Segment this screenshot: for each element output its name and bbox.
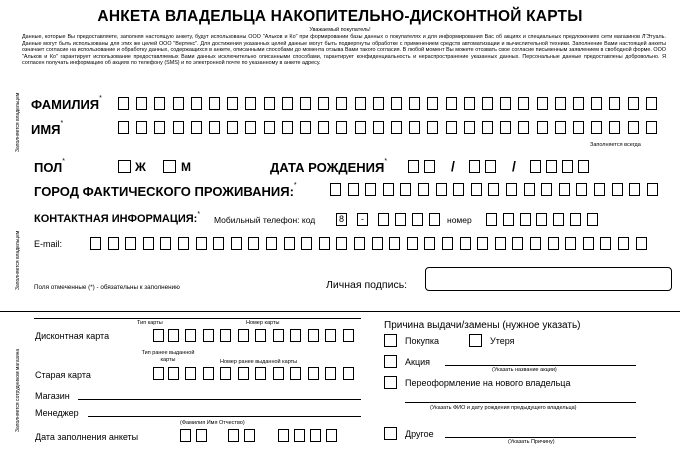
fill-year-box-4[interactable] — [326, 429, 337, 442]
name-char-box[interactable] — [500, 121, 511, 134]
fill-day-box-2[interactable] — [196, 429, 207, 442]
surname-char-box[interactable] — [500, 97, 511, 110]
name-char-box[interactable] — [264, 121, 275, 134]
section-divider — [0, 311, 680, 312]
city-char-box[interactable] — [629, 183, 640, 196]
name-char-box[interactable] — [300, 121, 311, 134]
card-number-char-box[interactable] — [255, 329, 266, 342]
email-char-box[interactable] — [372, 237, 383, 250]
surname-char-box[interactable] — [227, 97, 238, 110]
consent-text: Данные, которые Вы предоставляете, заполняя настоящую анкету, будут использованы ООО "Альков и Ко" при формировании базы данных о покупателях и для информирования Вас об акциях и специальных предложениях сети магазинов Л'Этуаль. Данные могут быть использованы для этих же целей ООО "Вертекс". Для достижения указанных целей данные могут быть подвергнуты обработке с применением средств автоматизации и вычислительной техники. Заполнение Вами настоящей анкеты означает согласие на использование и обработку данных, содержащихся в анкете, описанными способами до момента отзыва Вами такого согласия. В любой момент Вы можете отозвать свое согласие письменным заявлением в свободной форме. ООО "Альков и Ко" гарантирует использование предоставляемых Вами данных исключительно описанными способами, гарантирует конфиденциальность и нераспространение указанных данных. Персональные данные предоставлены добровольно. Я согласен получать информацию об акциях по телефону (SMS) и по электронной почте по указанному в анкете адресу. — [22, 34, 666, 67]
reason-reissue-label: Переоформление на нового владельца — [405, 378, 571, 388]
email-char-box[interactable] — [90, 237, 101, 250]
surname-char-box[interactable] — [209, 97, 220, 110]
email-char-box[interactable] — [495, 237, 506, 250]
city-char-box[interactable] — [524, 183, 535, 196]
other-hint: (Указать Причину) — [508, 439, 555, 445]
city-label: ГОРОД ФАКТИЧЕСКОГО ПРОЖИВАНИЯ:* — [34, 182, 297, 199]
card-number-char-box[interactable] — [185, 329, 196, 342]
email-char-box[interactable] — [477, 237, 488, 250]
surname-char-box[interactable] — [282, 97, 293, 110]
email-char-box[interactable] — [319, 237, 330, 250]
gender-male-label: М — [181, 160, 191, 174]
card-number-char-box[interactable] — [308, 329, 319, 342]
phone-code-box-2[interactable] — [395, 213, 406, 226]
birth-year-box-3[interactable] — [562, 160, 573, 173]
city-char-box[interactable] — [348, 183, 359, 196]
discount-card-label: Дисконтная карта — [35, 331, 110, 341]
surname-char-box[interactable] — [591, 97, 602, 110]
reason-other-checkbox[interactable] — [384, 427, 397, 440]
birth-year-box-1[interactable] — [530, 160, 541, 173]
fill-month-box-1[interactable] — [228, 429, 239, 442]
email-char-box[interactable] — [125, 237, 136, 250]
surname-char-box[interactable] — [482, 97, 493, 110]
reason-loss-label: Утеря — [490, 336, 515, 346]
surname-char-box[interactable] — [245, 97, 256, 110]
old-card-number-label: Номер ранее выданной карты — [220, 359, 298, 365]
email-char-box[interactable] — [354, 237, 365, 250]
phone-number-char-box[interactable] — [486, 213, 497, 226]
promo-hint: (Указать название акции) — [492, 367, 557, 373]
fill-year-box-3[interactable] — [310, 429, 321, 442]
surname-char-box[interactable] — [355, 97, 366, 110]
old-card-number-char-box[interactable] — [273, 367, 284, 380]
email-char-box[interactable] — [548, 237, 559, 250]
email-char-box[interactable] — [460, 237, 471, 250]
email-char-box[interactable] — [284, 237, 295, 250]
birth-month-box-1[interactable] — [469, 160, 480, 173]
name-char-box[interactable] — [591, 121, 602, 134]
old-card-type-box-1[interactable] — [153, 367, 164, 380]
old-card-type-box-2[interactable] — [168, 367, 179, 380]
reason-promo-label: Акция — [405, 357, 430, 367]
signature-field[interactable] — [425, 267, 672, 291]
email-char-box[interactable] — [424, 237, 435, 250]
city-char-box[interactable] — [541, 183, 552, 196]
surname-char-box[interactable] — [173, 97, 184, 110]
fill-year-box-2[interactable] — [294, 429, 305, 442]
reissue-line[interactable] — [405, 402, 636, 403]
surname-char-box[interactable] — [318, 97, 329, 110]
name-char-box[interactable] — [173, 121, 184, 134]
phone-number-char-box[interactable] — [536, 213, 547, 226]
manager-label: Менеджер — [35, 408, 79, 418]
birth-month-box-2[interactable] — [485, 160, 496, 173]
name-char-box[interactable] — [391, 121, 402, 134]
city-char-box[interactable] — [418, 183, 429, 196]
phone-number-char-box[interactable] — [503, 213, 514, 226]
city-char-box[interactable] — [400, 183, 411, 196]
name-char-box[interactable] — [118, 121, 129, 134]
email-char-box[interactable] — [301, 237, 312, 250]
email-char-box[interactable] — [143, 237, 154, 250]
reason-title: Причина выдачи/замены (нужное указать) — [384, 320, 581, 331]
email-char-box[interactable] — [213, 237, 224, 250]
surname-char-box[interactable] — [191, 97, 202, 110]
name-char-box[interactable] — [136, 121, 147, 134]
email-char-box[interactable] — [512, 237, 523, 250]
city-char-box[interactable] — [506, 183, 517, 196]
form-title: АНКЕТА ВЛАДЕЛЬЦА НАКОПИТЕЛЬНО-ДИСКОНТНОЙ КАРТЫ — [97, 8, 583, 25]
name-char-box[interactable] — [609, 121, 620, 134]
card-number-char-box[interactable] — [290, 329, 301, 342]
phone-number-char-box[interactable] — [587, 213, 598, 226]
name-char-box[interactable] — [573, 121, 584, 134]
city-char-box[interactable] — [436, 183, 447, 196]
surname-label: ФАМИЛИЯ* — [31, 95, 102, 112]
surname-char-box[interactable] — [646, 97, 657, 110]
surname-char-box[interactable] — [609, 97, 620, 110]
fill-day-box-1[interactable] — [180, 429, 191, 442]
old-card-number-char-box[interactable] — [290, 367, 301, 380]
surname-char-box[interactable] — [136, 97, 147, 110]
staff-top-rule — [34, 318, 361, 319]
birth-year-box-2[interactable] — [546, 160, 557, 173]
email-char-box[interactable] — [600, 237, 611, 250]
email-char-box[interactable] — [178, 237, 189, 250]
email-char-box[interactable] — [407, 237, 418, 250]
card-number-char-box[interactable] — [238, 329, 249, 342]
city-char-box[interactable] — [453, 183, 464, 196]
surname-char-box[interactable] — [409, 97, 420, 110]
reason-purchase-checkbox[interactable] — [384, 334, 397, 347]
city-char-box[interactable] — [612, 183, 623, 196]
email-char-box[interactable] — [160, 237, 171, 250]
city-char-box[interactable] — [330, 183, 341, 196]
fill-date-label: Дата заполнения анкеты — [35, 432, 139, 442]
phone-number-label: номер — [447, 215, 472, 225]
fill-year-box-1[interactable] — [278, 429, 289, 442]
contact-label: КОНТАКТНАЯ ИНФОРМАЦИЯ:* — [34, 211, 201, 225]
name-char-box[interactable] — [227, 121, 238, 134]
birth-day-box-2[interactable] — [424, 160, 435, 173]
surname-char-box[interactable] — [537, 97, 548, 110]
phone-code-prefix-box: 8 — [336, 213, 347, 226]
reason-loss-checkbox[interactable] — [469, 334, 482, 347]
city-char-box[interactable] — [594, 183, 605, 196]
email-char-box[interactable] — [389, 237, 400, 250]
surname-char-box[interactable] — [518, 97, 529, 110]
surname-char-box[interactable] — [555, 97, 566, 110]
old-card-number-char-box[interactable] — [255, 367, 266, 380]
surname-char-box[interactable] — [336, 97, 347, 110]
old-card-number-char-box[interactable] — [238, 367, 249, 380]
surname-char-box[interactable] — [628, 97, 639, 110]
reason-purchase-label: Покупка — [405, 336, 440, 346]
phone-dash-box: - — [357, 213, 368, 226]
old-card-number-char-box[interactable] — [343, 367, 354, 380]
birthdate-label: ДАТА РОЖДЕНИЯ* — [270, 158, 388, 175]
name-label: ИМЯ* — [31, 120, 64, 137]
manager-hint: (Фамилия Имя Отчество) — [180, 420, 245, 426]
name-char-box[interactable] — [555, 121, 566, 134]
surname-char-box[interactable] — [464, 97, 475, 110]
side-label-owner-top: Заполняется владельцем — [15, 92, 21, 152]
gender-female-label: Ж — [135, 160, 146, 174]
name-char-box[interactable] — [464, 121, 475, 134]
email-char-box[interactable] — [618, 237, 629, 250]
side-label-owner-bottom: Заполняется владельцем — [15, 230, 21, 290]
phone-number-char-box[interactable] — [553, 213, 564, 226]
old-card-number-char-box[interactable] — [325, 367, 336, 380]
city-char-box[interactable] — [471, 183, 482, 196]
signature-label: Личная подпись: — [326, 279, 408, 291]
card-number-char-box[interactable] — [220, 329, 231, 342]
always-note: Заполняется всегда — [590, 142, 641, 148]
reason-promo-checkbox[interactable] — [384, 355, 397, 368]
gender-label: ПОЛ* — [34, 158, 65, 175]
email-char-box[interactable] — [266, 237, 277, 250]
name-char-box[interactable] — [245, 121, 256, 134]
card-type-box-1[interactable] — [153, 329, 164, 342]
surname-char-box[interactable] — [264, 97, 275, 110]
name-char-box[interactable] — [646, 121, 657, 134]
email-char-box[interactable] — [248, 237, 259, 250]
email-char-box[interactable] — [336, 237, 347, 250]
name-char-box[interactable] — [373, 121, 384, 134]
name-char-box[interactable] — [409, 121, 420, 134]
surname-char-box[interactable] — [300, 97, 311, 110]
reissue-hint: (Указать ФИО и дату рождения предыдущего владельца) — [430, 405, 577, 411]
surname-char-box[interactable] — [427, 97, 438, 110]
gender-female-checkbox[interactable] — [118, 160, 131, 173]
phone-code-box-1[interactable] — [378, 213, 389, 226]
mobile-code-label: Мобильный телефон: код — [214, 215, 316, 225]
gender-male-checkbox[interactable] — [163, 160, 176, 173]
surname-char-box[interactable] — [391, 97, 402, 110]
promo-line[interactable] — [445, 365, 636, 366]
name-char-box[interactable] — [427, 121, 438, 134]
city-char-box[interactable] — [488, 183, 499, 196]
required-fields-note: Поля отмеченные (*) - обязательны к заполнению — [34, 284, 180, 291]
name-char-box[interactable] — [537, 121, 548, 134]
fill-month-box-2[interactable] — [244, 429, 255, 442]
old-card-type-label: Тип ранее выданной карты — [141, 350, 195, 363]
old-card-number-char-box[interactable] — [203, 367, 214, 380]
city-char-box[interactable] — [365, 183, 376, 196]
phone-code-box-3[interactable] — [412, 213, 423, 226]
name-char-box[interactable] — [446, 121, 457, 134]
surname-char-box[interactable] — [118, 97, 129, 110]
surname-char-box[interactable] — [154, 97, 165, 110]
email-char-box[interactable] — [231, 237, 242, 250]
birth-day-box-1[interactable] — [408, 160, 419, 173]
greeting: Уважаемый покупатель! — [309, 27, 371, 33]
email-char-box[interactable] — [636, 237, 647, 250]
card-number-char-box[interactable] — [325, 329, 336, 342]
city-char-box[interactable] — [383, 183, 394, 196]
store-label: Магазин — [35, 391, 70, 401]
surname-char-box[interactable] — [373, 97, 384, 110]
card-number-label: Номер карты — [246, 320, 280, 326]
name-char-box[interactable] — [154, 121, 165, 134]
name-char-box[interactable] — [318, 121, 329, 134]
email-char-box[interactable] — [565, 237, 576, 250]
side-label-staff: Заполняется сотрудником магазина — [15, 348, 21, 432]
card-number-char-box[interactable] — [273, 329, 284, 342]
card-type-box-2[interactable] — [168, 329, 179, 342]
name-char-box[interactable] — [209, 121, 220, 134]
manager-line[interactable] — [88, 416, 361, 417]
card-number-char-box[interactable] — [343, 329, 354, 342]
store-line[interactable] — [78, 399, 361, 400]
reason-reissue-checkbox[interactable] — [384, 376, 397, 389]
name-char-box[interactable] — [628, 121, 639, 134]
old-card-number-char-box[interactable] — [185, 367, 196, 380]
other-line[interactable] — [445, 437, 636, 438]
name-char-box[interactable] — [518, 121, 529, 134]
name-char-box[interactable] — [336, 121, 347, 134]
old-card-number-char-box[interactable] — [220, 367, 231, 380]
name-char-box[interactable] — [282, 121, 293, 134]
card-type-label: Тип карты — [137, 320, 163, 326]
city-char-box[interactable] — [576, 183, 587, 196]
email-char-box[interactable] — [442, 237, 453, 250]
surname-char-box[interactable] — [446, 97, 457, 110]
birth-year-box-4[interactable] — [578, 160, 589, 173]
date-separator: / — [512, 158, 516, 174]
email-char-box[interactable] — [530, 237, 541, 250]
phone-number-char-box[interactable] — [520, 213, 531, 226]
date-separator: / — [451, 158, 455, 174]
name-char-box[interactable] — [482, 121, 493, 134]
surname-char-box[interactable] — [573, 97, 584, 110]
name-char-box[interactable] — [191, 121, 202, 134]
card-number-char-box[interactable] — [203, 329, 214, 342]
reason-other-label: Другое — [405, 429, 434, 439]
old-card-label: Старая карта — [35, 370, 91, 380]
city-char-box[interactable] — [647, 183, 658, 196]
city-char-box[interactable] — [559, 183, 570, 196]
email-char-box[interactable] — [108, 237, 119, 250]
phone-number-char-box[interactable] — [570, 213, 581, 226]
email-char-box[interactable] — [583, 237, 594, 250]
email-char-box[interactable] — [196, 237, 207, 250]
email-label: E-mail: — [34, 239, 63, 249]
old-card-number-char-box[interactable] — [308, 367, 319, 380]
name-char-box[interactable] — [355, 121, 366, 134]
phone-code-box-4[interactable] — [429, 213, 440, 226]
